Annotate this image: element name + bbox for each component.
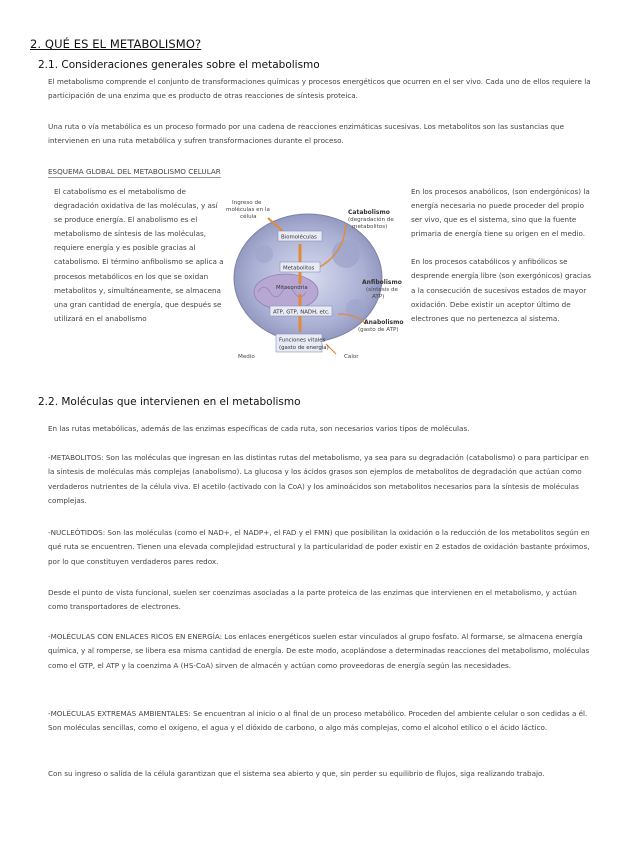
mitochondria-shape — [254, 274, 318, 310]
label-mitocondria: Mitocondria — [276, 285, 308, 291]
subsection-title-2-1: 2.1. Consideraciones generales sobre el metabolismo — [38, 59, 320, 71]
paragraph-nucleotidos: -NUCLEÓTIDOS: Son las moléculas (como el NAD+, el NADP+, el FAD y el FMN) que posibilitan la oxidación o la reducción de los metabolitos según en qué ruta se encuentren. Tienen una elevada complejidad estructural y la particularidad de poder existir en 2 estados de oxidación bastante próximos, por lo que constituyen verdaderos pares redox. — [48, 528, 590, 566]
label-cat-sub-2: metabolitos) — [352, 224, 388, 230]
label-anf-sub-1: (síntesis de — [366, 287, 398, 293]
diagram-left-text: El catabolismo es el metabolismo de degradación oxidativa de las moléculas, y así se produce energía. El anabolismo es el metabolismo de síntesis de las moléculas, requiere energía y es posible gracias al catabolismo. El término anfibolismo se aplica a procesos metabólicos en los que se oxidan metabolitos y, simultáneamente, se almacena una gran cantidad de energía, que después se utilizará en el anabolismo — [54, 187, 224, 323]
label-cat-sub-1: (degradación de — [348, 217, 394, 223]
label-ingreso-2: moléculas en la — [226, 207, 270, 213]
diagram-right-text-2: En los procesos catabólicos y anfibólicos se desprende energía libre (son exergónicos) gracias a la consecución de sucesivos estados de mayor oxidación. Debe existir un aceptor último de electrones que no pertenezca al sistema. — [411, 257, 591, 323]
label-funciones-1: Funciones vitales — [279, 337, 326, 344]
label-biomoleculas: Biomoléculas — [281, 234, 317, 241]
label-catabolismo: Catabolismo — [348, 209, 390, 216]
paragraph-enlaces-energia: -MOLÉCULAS CON ENLACES RICOS EN ENERGÍA: Los enlaces energéticos suelen estar vinculados al grupo fosfato. Al formarse, se almacena energía química, y al romperse, se libera esa misma cantidad de energía. De este modo, acoplándose a determinadas reacciones del metabolismo, moléculas como el GTP, el ATP y la coenzima A (HS-CoA) sirven de almacén y actúan como proveedoras de energía según las necesidades. — [48, 632, 590, 670]
label-anfibolismo: Anfibolismo — [362, 279, 402, 286]
label-ingreso-1: Ingreso de — [232, 200, 262, 206]
paragraph-sistema-abierto: Con su ingreso o salida de la célula garantizan que el sistema sea abierto y que, sin perder su equilibrio de flujos, siga realizando trabajo. — [48, 769, 545, 778]
diagram-right-text-1: En los procesos anabólicos, (son endergónicos) la energía necesaria no puede proceder del propio ser vivo, que es el sistema, sino que la fuente primaria de energía tiene su origen en el medio. — [411, 187, 590, 239]
label-calor: Calor — [344, 354, 359, 360]
paragraph-ruta-metabolica: Una ruta o vía metabólica es un proceso formado por una cadena de reacciones enzimáticas sucesivas. Los metabolitos son las sustancias que intervienen en una ruta metabólica y sufren transformaciones durante el proceso. — [48, 122, 565, 146]
paragraph-metabolitos: -METABOLITOS: Son las moléculas que ingresan en las distintas rutas del metabolismo, ya sea para su degradación (catabolismo) o para participar en la síntesis de moléculas más complejas (anabolismo). La glucosa y los ácidos grasos son ejemplos de metabolitos de degradación que actúan como verdaderos nutrientes de la célula viva. El acetilo (activado con la CoA) y los aminoácidos son metabolitos necesarios para la síntesis de moléculas complejas. — [48, 453, 589, 505]
diagram-right-column — [411, 185, 596, 326]
section-title: 2. QUÉ ES EL METABOLISMO? — [30, 37, 202, 51]
label-metabolitos: Metabolitos — [283, 265, 315, 272]
label-funciones-2: (gasto de energía) — [279, 345, 329, 351]
subsection-title-2-2: 2.2. Moléculas que intervienen en el metabolismo — [38, 396, 301, 408]
label-anf-sub-2: ATP) — [372, 294, 385, 300]
diagram-title: ESQUEMA GLOBAL DEL METABOLISMO CELULAR — [48, 167, 221, 176]
label-ana-sub: (gasto de ATP) — [358, 327, 399, 333]
paragraph-moleculas-extremas: -MOLÉCULAS EXTREMAS AMBIENTALES: Se encuentran al inicio o al final de un proceso metabólico. Proceden del ambiente celular o son cedidas a él. Son moléculas sencillas, como el oxígeno, el agua y el dióxido de carbono, o algo más complejas, como el alcohol etílico o el ácido láctico. — [48, 709, 588, 733]
label-anabolismo: Anabolismo — [364, 319, 404, 326]
paragraph-metabolismo: El metabolismo comprende el conjunto de transformaciones químicas y procesos energéticos que ocurren en el ser vivo. Cada uno de ellos requiere la participación de una enzima que es producto de otras reacciones de síntesis proteica. — [48, 77, 591, 101]
label-medio: Medio — [238, 354, 255, 360]
label-atp: ATP, GTP, NADH, etc. — [273, 309, 330, 316]
label-ingreso-3: célula — [240, 214, 257, 220]
metabolism-diagram — [226, 184, 406, 364]
paragraph-moleculas-intro: En las rutas metabólicas, además de las enzimas específicas de cada ruta, son necesarios varios tipos de moléculas. — [48, 424, 470, 433]
paragraph-coenzimas: Desde el punto de vista funcional, suelen ser coenzimas asociadas a la parte proteica de las enzimas que intervienen en el metabolismo, y actúan como transportadores de electrones. — [48, 588, 577, 612]
